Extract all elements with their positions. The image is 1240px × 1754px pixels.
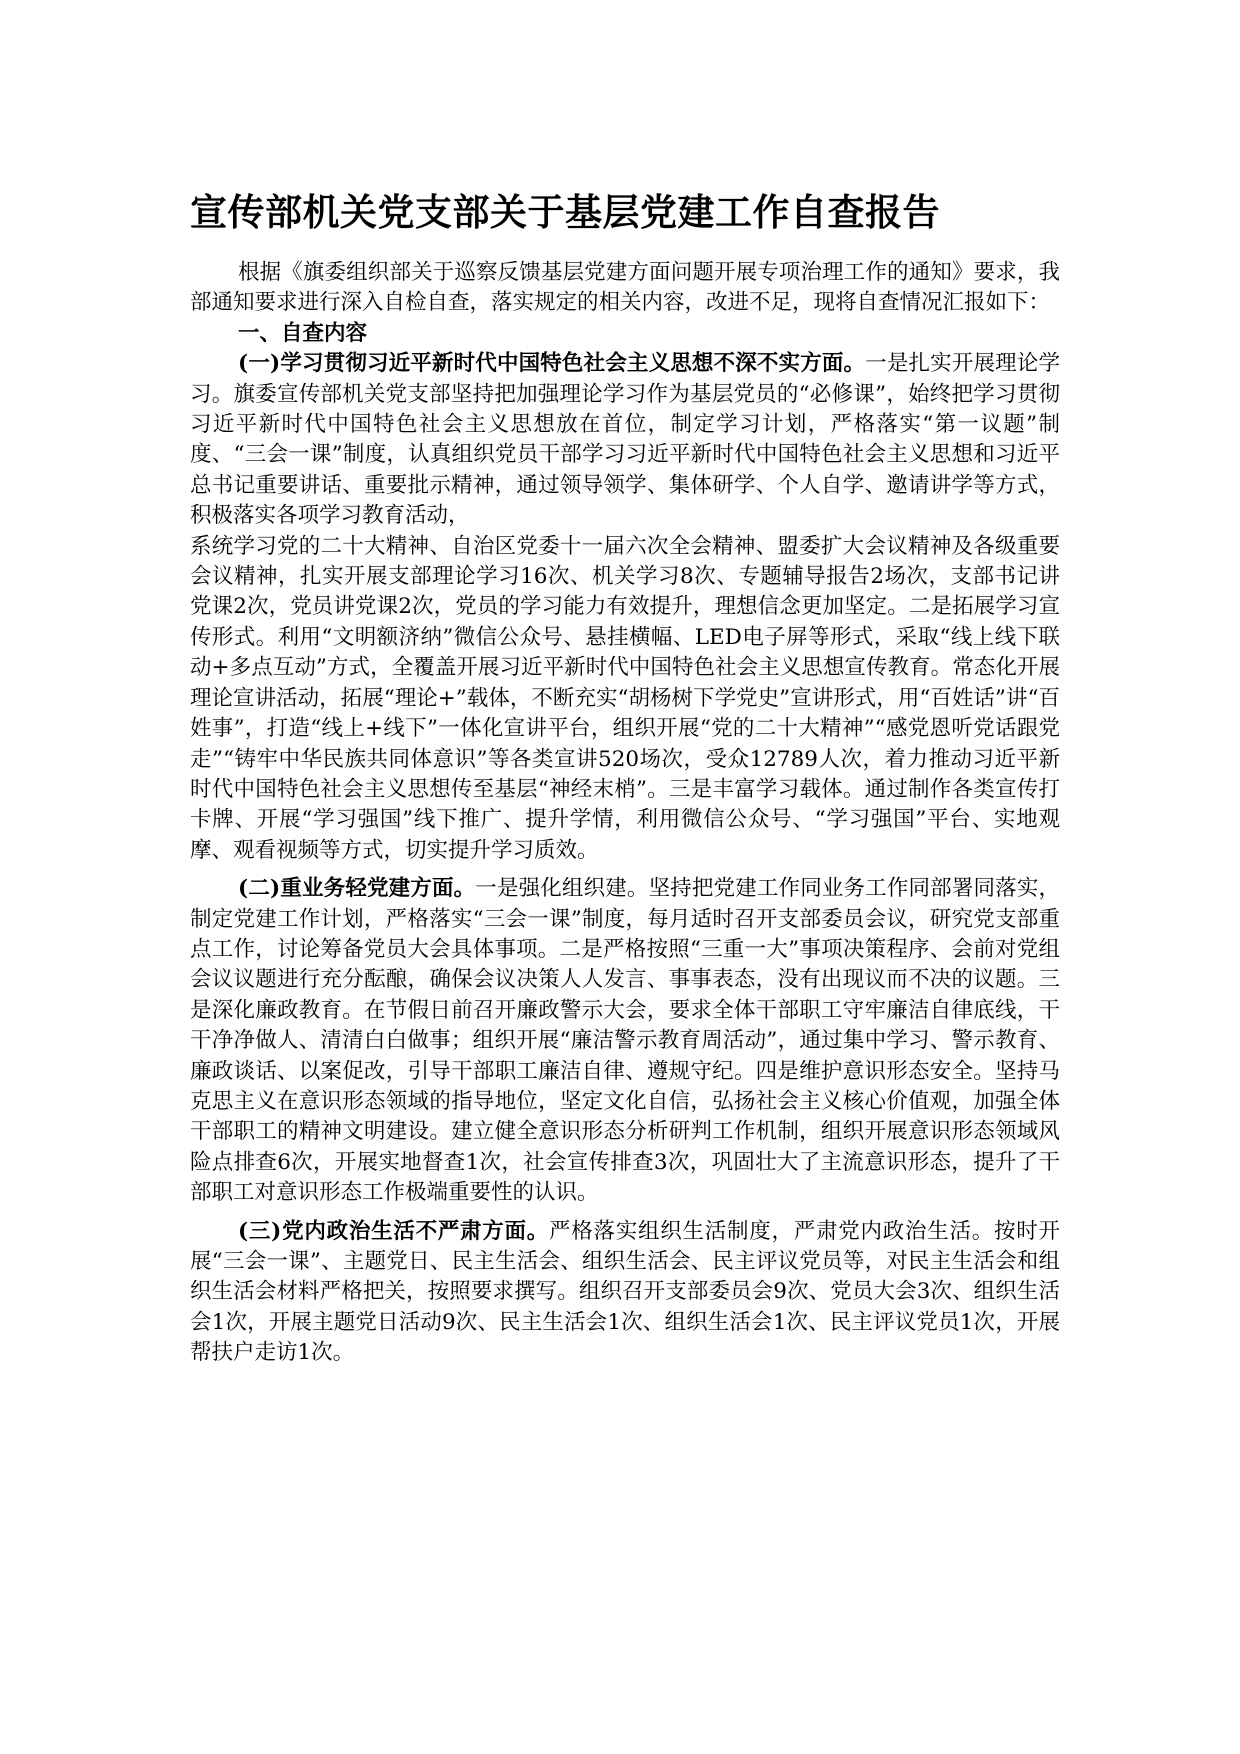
item-3-body: 严格落实组织生活制度，严肃党内政治生活。按时开展“三会一课”、主题党日、民主生活会、组织生活会、民主评议党员等，对民主生活会和组织生活会材料严格把关，按照要求撰写。组织召开支部委员会9次、党员大会3次、组织生活会1次，开展主题党日活动9次、民主生活会1次、组织生活会1次、民主评议党员1次，开展帮扶户走访1次。: [190, 1218, 1060, 1366]
intro-paragraph: 根据《旗委组织部关于巡察反馈基层党建方面问题开展专项治理工作的通知》要求，我部通知要求进行深入自检自查，落实规定的相关内容，改进不足，现将自查情况汇报如下：: [190, 260, 1060, 316]
item-3-paragraph: [190, 1217, 1060, 1369]
item-1-lead: (一)学习贯彻习近平新时代中国特色社会主义思想不深不实方面。: [238, 351, 866, 377]
document-title: 宣传部机关党支部关于基层党建工作自查报告: [190, 190, 940, 234]
item-1-body-part1: 一是扎实开展理论学习。旗委宣传部机关党支部坚持把加强理论学习作为基层党员的“必修课”，始终把学习贯彻习近平新时代中国特色社会主义思想放在首位，制定学习计划，严格落实“第一议题”制度、“三会一课”制度，认真组织党员干部学习习近平新时代中国特色社会主义思想和习近平总书记重要讲话、重要批示精神，通过领导领学、集体研学、个人自学、邀请讲学等方式，积极落实各项学习教育活动，: [190, 351, 1060, 529]
section-heading-self-check: 一、自查内容: [238, 320, 368, 346]
item-1-paragraph: [190, 349, 1060, 531]
item-1-continuation-paragraph: 系统学习党的二十大精神、自治区党委十一届六次全会精神、盟委扩大会议精神及各级重要会议精神，扎实开展支部理论学习16次、机关学习8次、专题辅导报告2场次，支部书记讲党课2次，党员讲党课2次，党员的学习能力有效提升，理想信念更加坚定。二是拓展学习宣传形式。利用“文明额济纳”微信公众号、悬挂横幅、LED电子屏等形式，采取“线上线下联动+多点互动”方式，全覆盖开展习近平新时代中国特色社会主义思想宣传教育。常态化开展理论宣讲活动，拓展“理论+”载体，不断充实“胡杨树下学党史”宣讲形式，用“百姓话”讲“百姓事”，打造“线上+线下”一体化宣讲平台，组织开展“党的二十大精神”“感党恩听党话跟党走”“铸牢中华民族共同体意识”等各类宣讲520场次，受众12789人次，着力推动习近平新时代中国特色社会主义思想传至基层“神经末梢”。三是丰富学习载体。通过制作各类宣传打卡牌、开展“学习强国”线下推广、提升学情，利用微信公众号、“学习强国”平台、实地观摩、观看视频等方式，切实提升学习质效。: [190, 533, 1060, 863]
item-2-lead: (二)重业务轻党建方面。: [238, 876, 476, 902]
document-body: [190, 258, 1060, 1369]
item-3-lead: (三)党内政治生活不严肃方面。: [238, 1218, 550, 1244]
item-2-paragraph: [190, 874, 1060, 1208]
item-2-body: 一是强化组织建。坚持把党建工作同业务工作同部署同落实，制定党建工作计划，严格落实“三会一课”制度，每月适时召开支部委员会议，研究党支部重点工作，讨论筹备党员大会具体事项。二是严格按照“三重一大”事项决策程序、会前对党组会议议题进行充分酝酿，确保会议决策人人发言、事事表态，没有出现议而不决的议题。三是深化廉政教育。在节假日前召开廉政警示大会，要求全体干部职工守牢廉洁自律底线，干干净净做人、清清白白做事；组织开展“廉洁警示教育周活动”，通过集中学习、警示教育、廉政谈话、以案促改，引导干部职工廉洁自律、遵规守纪。四是维护意识形态安全。坚持马克思主义在意识形态领域的指导地位，坚定文化自信，弘扬社会主义核心价值观，加强全体干部职工的精神文明建设。建立健全意识形态分析研判工作机制，组织开展意识形态领域风险点排查6次，开展实地督查1次，社会宣传排查3次，巩固壮大了主流意识形态，提升了干部职工对意识形态工作极端重要性的认识。: [190, 876, 1060, 1206]
